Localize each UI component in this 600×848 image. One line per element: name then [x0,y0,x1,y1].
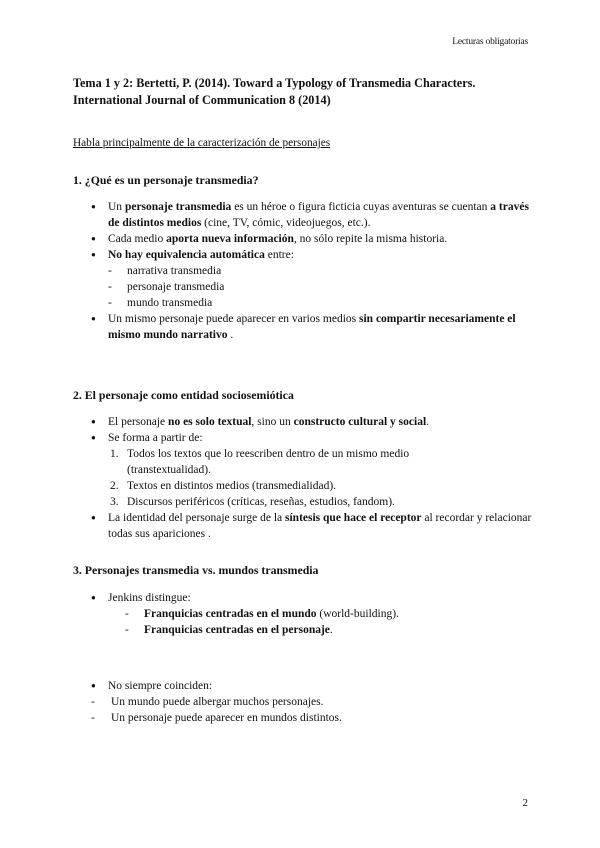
list-item: ● Cada medio aporta nueva información, no sólo repite la misma historia. [91,231,541,247]
page-number: 2 [522,797,528,809]
numbered-item: 2. Textos en distintos medios (transmedialidad). [110,480,337,492]
document-title: Tema 1 y 2: Bertetti, P. (2014). Toward a Typology of Transmedia Characters. International Journal of Communication 8 (2014) [73,76,476,107]
section-2-list [91,414,541,542]
section-1-list [91,199,541,343]
sub-list-item: - Franquicias centradas en el personaje. [108,622,541,638]
numbered-item: 3. Discursos periféricos (críticas, reseñas, estudios, fandom). [110,496,395,508]
list-item: ● Un mismo personaje puede aparecer en varios medios sin compartir necesariamente el mismo mundo narrativo . [91,311,541,343]
sub-list-item: - Franquicias centradas en el mundo (world-building). [108,606,541,622]
sub-list [108,606,541,638]
section-3-list-2 [91,678,541,694]
section-1-heading: 1. ¿Qué es un personaje transmedia? [73,173,259,187]
dash-item: - Un personaje puede aparecer en mundos distintos. [91,712,342,724]
running-header: Lecturas obligatorias [452,37,528,47]
numbered-item: 1. Todos los textos que lo reescriben dentro de un mismo medio (transtextualidad). [110,448,410,476]
list-item: ● La identidad del personaje surge de la síntesis que hace el receptor al recordar y relacionar todas sus apariciones . [91,510,541,542]
section-2-heading: 2. El personaje como entidad sociosemiótica [73,388,294,402]
sub-list-item: - narrativa transmedia [91,263,541,279]
section-3-list [91,590,541,638]
sub-list [91,263,541,311]
subtitle: Habla principalmente de la caracterización de personajes [73,137,331,149]
list-item: ● Se forma a partir de: 1. Todos los textos que lo reescriben dentro de un mismo medio (transtextualidad). 2. Textos en distintos medios (transmedialidad). 3. Discursos periféricos (críticas, reseñas, estudios, fandom). [91,430,541,510]
list-item: ● No siempre coinciden: [91,678,541,694]
section-3-heading: 3. Personajes transmedia vs. mundos transmedia [73,563,319,577]
list-item: ● El personaje no es solo textual, sino un constructo cultural y social. [91,414,541,430]
list-item: ● Un personaje transmedia es un héroe o figura ficticia cuyas aventuras se cuentan a través de distintos medios (cine, TV, cómic, videojuegos, etc.). [91,199,541,231]
sub-list-item: - personaje transmedia [91,279,541,295]
sub-list-item: - mundo transmedia [91,295,541,311]
list-item: ● No hay equivalencia automática entre: - narrativa transmedia - personaje transmedia - mundo transmedia [91,247,541,311]
dash-item: - Un mundo puede albergar muchos personajes. [91,696,324,708]
numbered-list [91,446,441,510]
list-item: ● Jenkins distingue: - Franquicias centradas en el mundo (world-building). - Franquicias centradas en el personaje. [91,590,541,638]
